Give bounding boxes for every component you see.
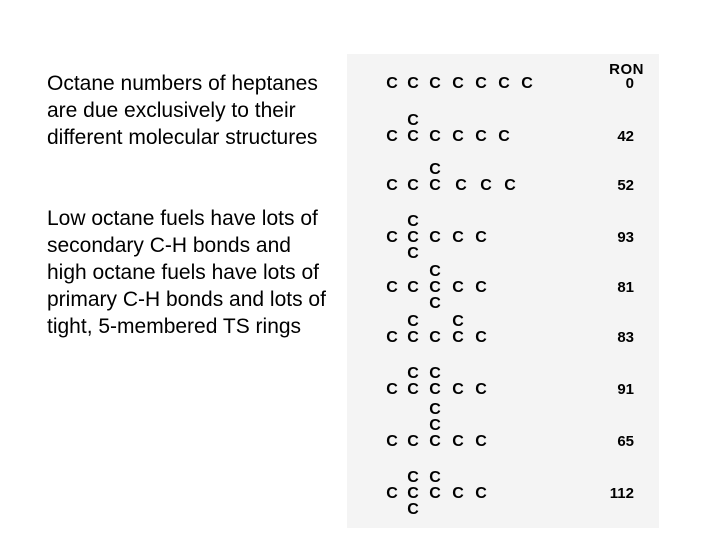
branch-carbon: C <box>407 313 419 330</box>
main-chain-carbon: C <box>475 381 487 398</box>
main-chain-carbon: C <box>386 485 398 502</box>
main-chain-carbon: C <box>480 177 492 194</box>
ron-value: 81 <box>617 279 634 296</box>
main-chain-carbon: C <box>475 329 487 346</box>
main-chain-carbon: C <box>429 229 441 246</box>
branch-carbon: C <box>429 295 441 312</box>
main-chain-carbon: C <box>429 128 441 145</box>
isomer-row <box>347 54 659 528</box>
branch-carbon: C <box>429 469 441 486</box>
main-chain-carbon: C <box>407 279 419 296</box>
main-chain-carbon: C <box>407 128 419 145</box>
main-chain-carbon: C <box>429 329 441 346</box>
ron-value: 0 <box>625 75 634 92</box>
main-chain-carbon: C <box>475 433 487 450</box>
branch-carbon: C <box>407 365 419 382</box>
branch-carbon: C <box>407 112 419 129</box>
main-chain-carbon: C <box>452 229 464 246</box>
ron-value: 93 <box>617 229 634 246</box>
text-column <box>47 70 332 340</box>
main-chain-carbon: C <box>407 433 419 450</box>
main-chain-carbon: C <box>386 433 398 450</box>
main-chain-carbon: C <box>475 485 487 502</box>
branch-carbon: C <box>429 263 441 280</box>
branch-carbon: C <box>407 469 419 486</box>
ron-header: RON <box>609 61 644 78</box>
main-chain-carbon: C <box>429 177 441 194</box>
main-chain-carbon: C <box>386 381 398 398</box>
main-chain-carbon: C <box>452 381 464 398</box>
main-chain-carbon: C <box>452 433 464 450</box>
main-chain-carbon: C <box>386 177 398 194</box>
branch-carbon: C <box>407 213 419 230</box>
main-chain-carbon: C <box>429 75 441 92</box>
main-chain-carbon: C <box>498 75 510 92</box>
main-chain-carbon: C <box>407 485 419 502</box>
main-chain-carbon: C <box>407 75 419 92</box>
branch-carbon: C <box>429 417 441 434</box>
paragraph-low-high-octane: Low octane fuels have lots of secondary C-H bonds and high octane fuels have lots of primary C-H bonds and lots of tight, 5-membered TS rings <box>47 207 326 338</box>
ron-value: 83 <box>617 329 634 346</box>
main-chain-carbon: C <box>407 381 419 398</box>
main-chain-carbon: C <box>386 229 398 246</box>
main-chain-carbon: C <box>475 229 487 246</box>
branch-carbon: C <box>429 161 441 178</box>
ron-value: 52 <box>617 177 634 194</box>
main-chain-carbon: C <box>407 229 419 246</box>
main-chain-carbon: C <box>386 75 398 92</box>
main-chain-carbon: C <box>386 279 398 296</box>
main-chain-carbon: C <box>475 75 487 92</box>
main-chain-carbon: C <box>429 381 441 398</box>
main-chain-carbon: C <box>475 279 487 296</box>
main-chain-carbon: C <box>386 128 398 145</box>
ron-value: 91 <box>617 381 634 398</box>
main-chain-carbon: C <box>452 485 464 502</box>
main-chain-carbon: C <box>475 128 487 145</box>
branch-carbon: C <box>407 245 419 262</box>
main-chain-carbon: C <box>452 279 464 296</box>
main-chain-carbon: C <box>407 177 419 194</box>
main-chain-carbon: C <box>452 75 464 92</box>
ron-value: 112 <box>609 485 634 502</box>
main-chain-carbon: C <box>407 329 419 346</box>
heptane-isomer-figure <box>347 54 659 528</box>
main-chain-carbon: C <box>429 485 441 502</box>
main-chain-carbon: C <box>386 329 398 346</box>
branch-carbon: C <box>407 501 419 518</box>
main-chain-carbon: C <box>498 128 510 145</box>
main-chain-carbon: C <box>455 177 467 194</box>
branch-carbon: C <box>452 313 464 330</box>
main-chain-carbon: C <box>452 128 464 145</box>
main-chain-carbon: C <box>429 433 441 450</box>
ron-value: 65 <box>617 433 634 450</box>
main-chain-carbon: C <box>504 177 516 194</box>
branch-carbon: C <box>429 365 441 382</box>
branch-carbon: C <box>429 401 441 418</box>
main-chain-carbon: C <box>521 75 533 92</box>
ron-value: 42 <box>617 128 634 145</box>
main-chain-carbon: C <box>452 329 464 346</box>
main-chain-carbon: C <box>429 279 441 296</box>
paragraph-octane-heptanes: Octane numbers of heptanes are due exclusively to their different molecular structures <box>47 72 318 149</box>
